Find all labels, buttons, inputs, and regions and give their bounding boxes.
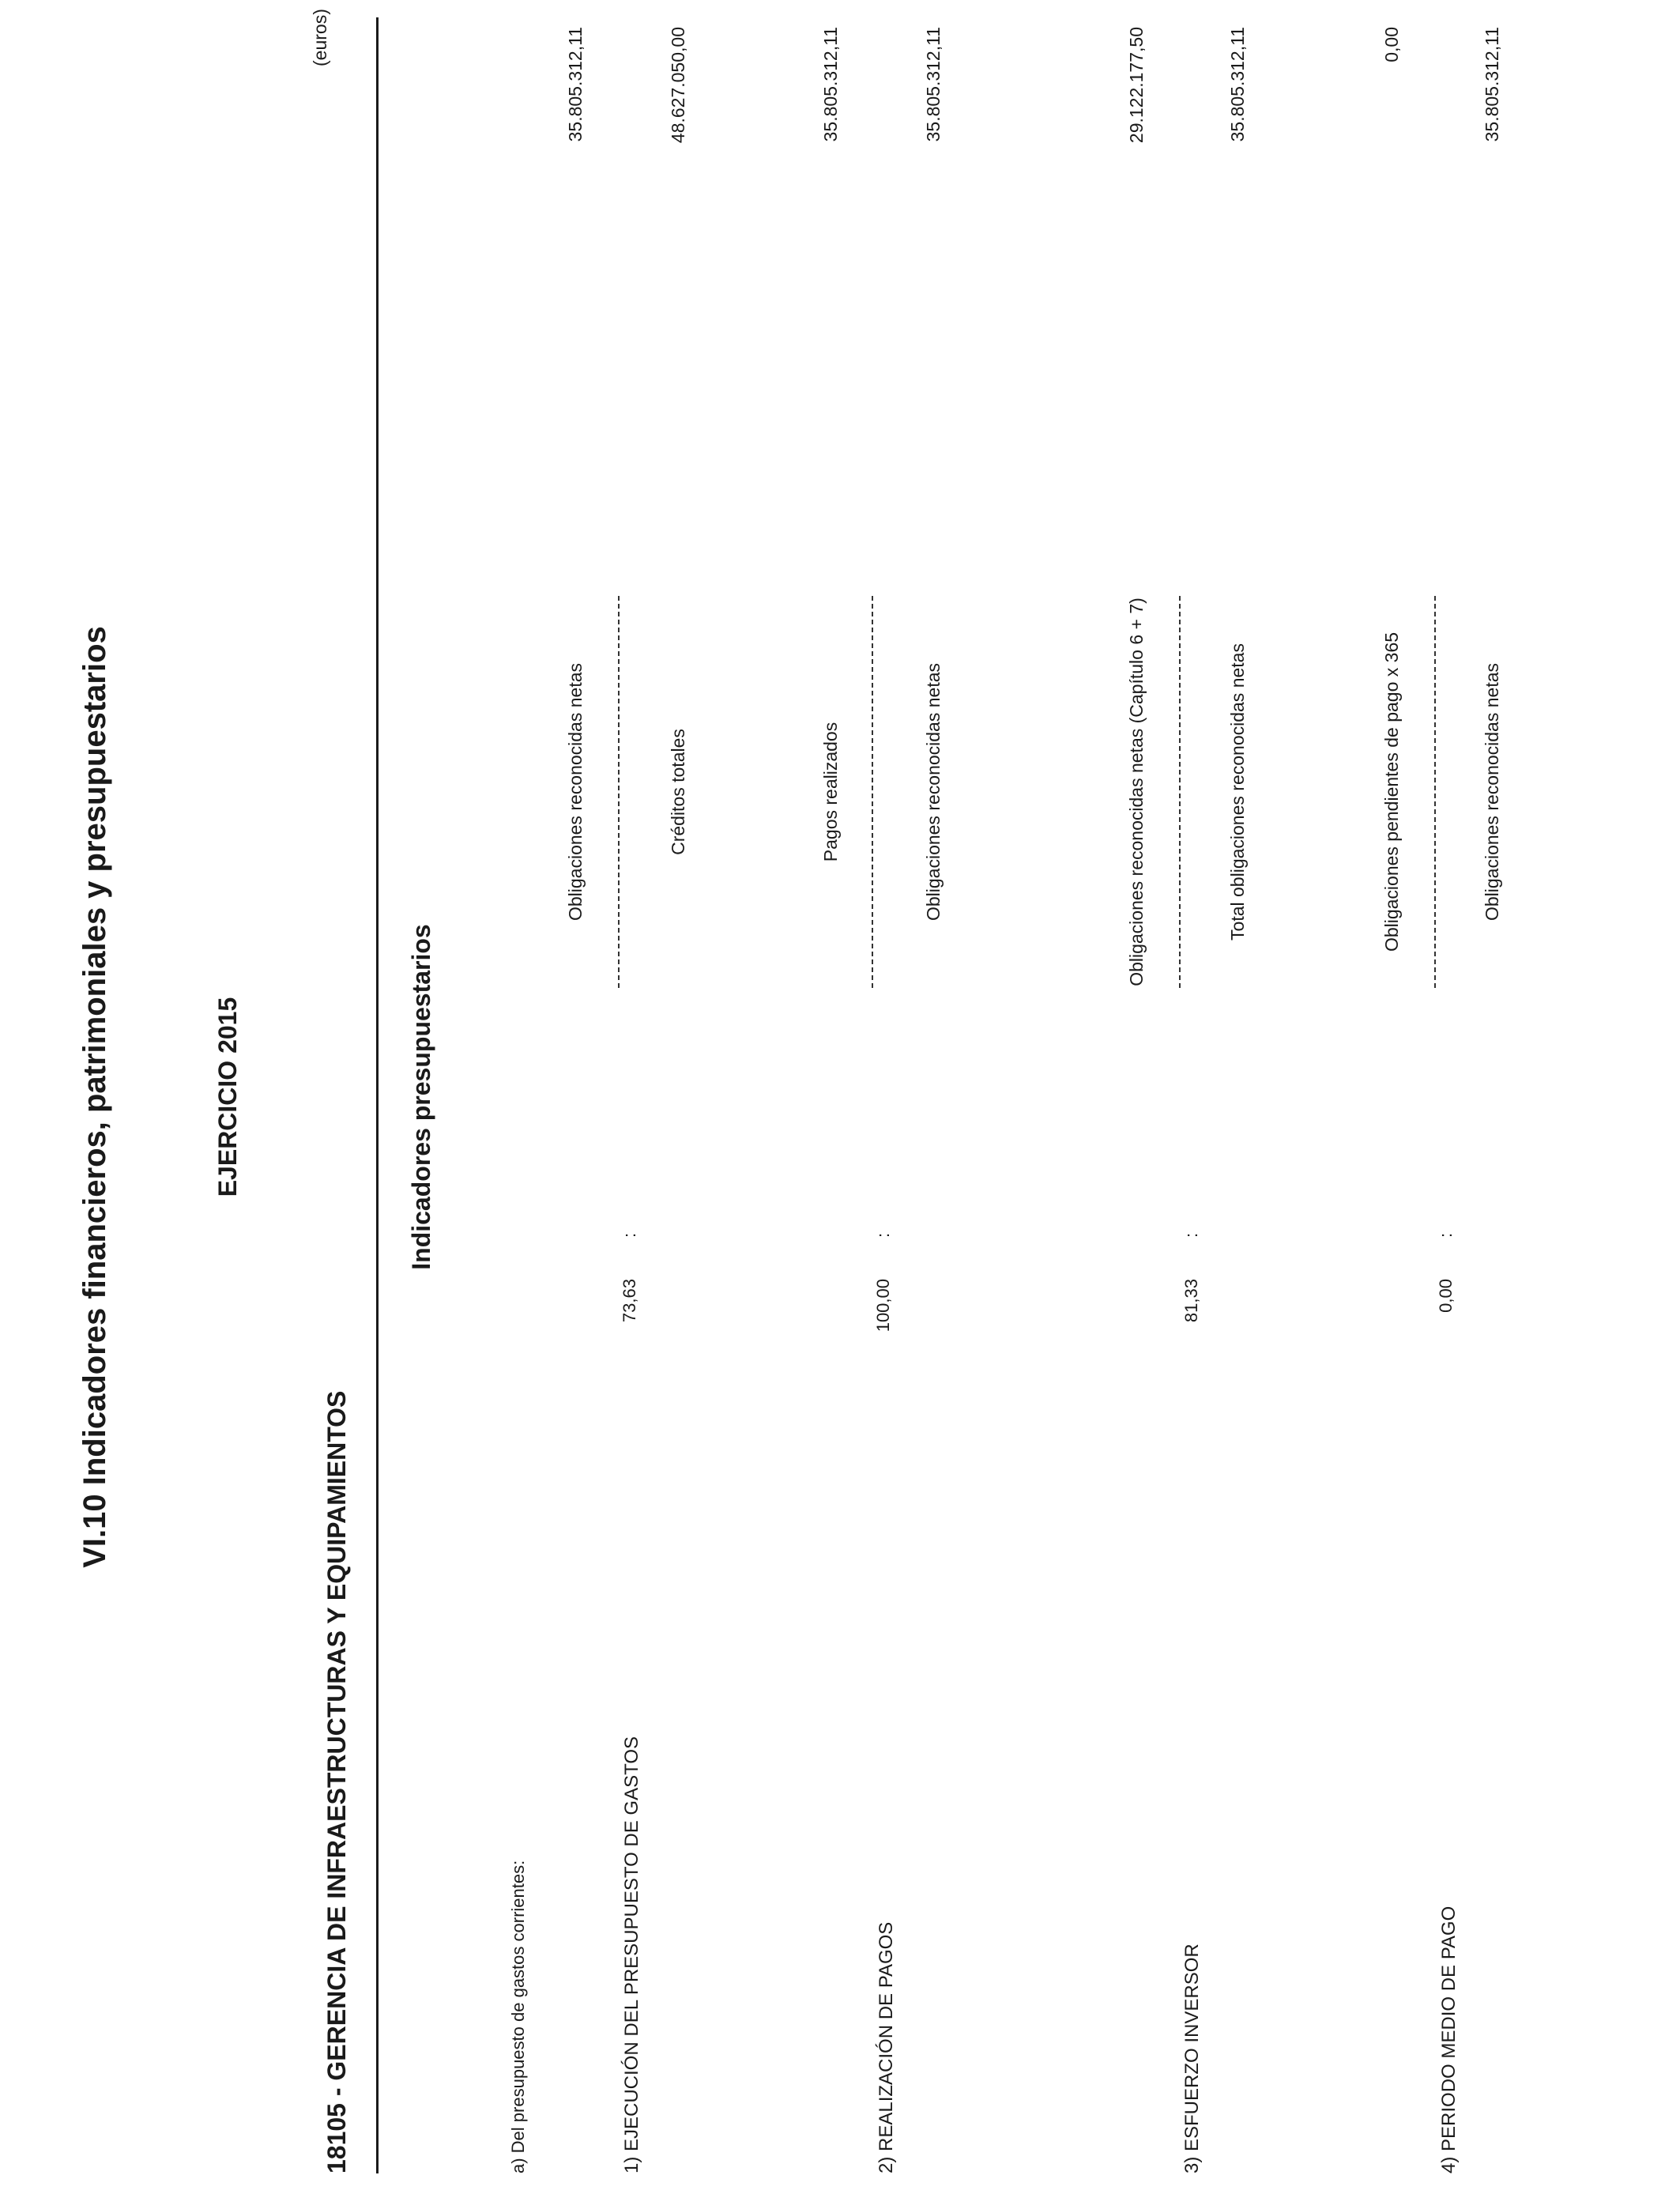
fraction-line: [872, 596, 873, 988]
denominator-amount: 48.627.050,00: [668, 27, 688, 144]
indicator-colon: :: [620, 1232, 639, 1238]
numerator-amount: 0,00: [1381, 27, 1402, 62]
denominator-label: Créditos totales: [668, 729, 688, 855]
fraction-line: [618, 596, 620, 988]
numerator-label: Obligaciones reconocidas netas: [565, 662, 586, 922]
indicator-colon: :: [1436, 1232, 1456, 1238]
denominator-label: Total obligaciones reconocidas netas: [1227, 643, 1248, 941]
denominator-label: Obligaciones reconocidas netas: [1482, 662, 1502, 922]
fraction-line: [1434, 596, 1436, 988]
fiscal-year: EJERCICIO 2015: [213, 997, 242, 1197]
indicator-value: 0,00: [1436, 1279, 1456, 1313]
numerator-label: Pagos realizados: [820, 722, 841, 862]
header-rule: [376, 17, 379, 2173]
indicator-colon: :: [1181, 1232, 1201, 1238]
numerator-amount: 35.805.312,11: [565, 27, 586, 142]
numerator-label: Obligaciones pendientes de pago x 365: [1381, 631, 1402, 952]
subsection-label: a) Del presupuesto de gastos corrientes:: [508, 1860, 528, 2173]
denominator-label: Obligaciones reconocidas netas: [923, 662, 944, 922]
indicator-value: 81,33: [1181, 1279, 1201, 1323]
indicator-label: 4) PERIODO MEDIO DE PAGO: [1438, 1906, 1460, 2173]
numerator-amount: 29.122.177,50: [1126, 27, 1147, 144]
indicator-colon: :: [873, 1232, 893, 1238]
numerator-amount: 35.805.312,11: [820, 27, 841, 142]
numerator-label: Obligaciones reconocidas netas (Capítulo 6 + 7): [1126, 598, 1147, 986]
indicator-label: 2) REALIZACIÓN DE PAGOS: [876, 1921, 897, 2173]
currency-unit: (euros): [310, 9, 330, 66]
indicator-value: 73,63: [620, 1279, 639, 1323]
fraction-line: [1179, 596, 1181, 988]
indicator-label: 3) ESFUERZO INVERSOR: [1181, 1943, 1203, 2173]
indicator-label: 1) EJECUCIÓN DEL PRESUPUESTO DE GASTOS: [621, 1736, 642, 2173]
denominator-amount: 35.805.312,11: [1227, 27, 1248, 142]
section-title: Indicadores presupuestarios: [407, 924, 435, 1270]
document-title: VI.10 Indicadores financieros, patrimoniales y presupuestarios: [77, 626, 112, 1568]
indicator-value: 100,00: [873, 1279, 893, 1333]
denominator-amount: 35.805.312,11: [1482, 27, 1502, 142]
organization-name: 18105 - GERENCIA DE INFRAESTRUCTURAS Y EQUIPAMIENTOS: [322, 1390, 351, 2173]
denominator-amount: 35.805.312,11: [923, 27, 944, 142]
